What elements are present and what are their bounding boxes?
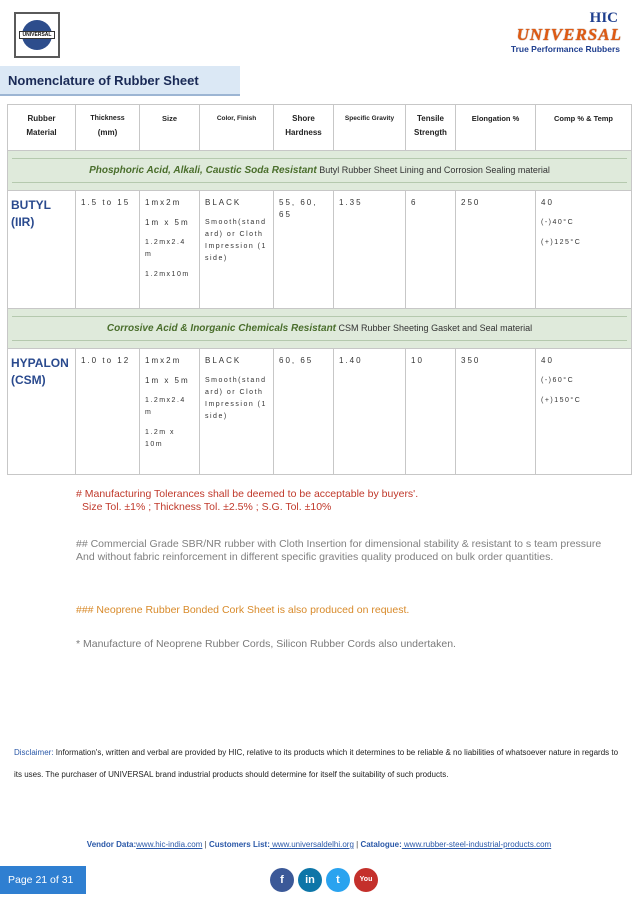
tensile-cell: 10 (406, 349, 456, 475)
tolerance-note: # Manufacturing Tolerances shall be deemed to be acceptable by buyers'. Size Tol. ±1% ; Thickness Tol. ±2.5% ; S.G. Tol. ±10% (76, 488, 419, 513)
brand-logo (492, 10, 622, 58)
banner-text: Butyl Rubber Sheet Lining and Corrosion Sealing material (316, 165, 550, 175)
header-material: Rubber Material (8, 105, 76, 151)
gravity-cell: 1.35 (334, 191, 406, 309)
banner-cell (8, 151, 632, 191)
color-cell: BLACK Smooth(standard) or Cloth Impression (1 side) (200, 191, 274, 309)
social-links (270, 868, 378, 894)
header-gravity: Specific Gravity (334, 105, 406, 151)
tensile-cell: 6 (406, 191, 456, 309)
vendor-link[interactable]: www.hic-india.com (136, 840, 203, 849)
table-row (8, 191, 632, 309)
banner-text: CSM Rubber Sheeting Gasket and Seal material (336, 323, 533, 333)
vendor-label: Vendor Data (86, 840, 134, 849)
comp-cell: 40 (-)40°C (+)125°C (536, 191, 632, 309)
material-cell: HYPALON (CSM) (8, 349, 76, 475)
table-header-row (8, 105, 632, 151)
comp-cell: 40 (-)60°C (+)150°C (536, 349, 632, 475)
shore-cell: 60, 65 (274, 349, 334, 475)
header-shore: Shore Hardness (274, 105, 334, 151)
size-cell: 1mx2m 1m x 5m 1.2mx2.4 m 1.2mx10m (140, 191, 200, 309)
brand-hic: HIC (589, 10, 618, 26)
commercial-grade-note: ## Commercial Grade SBR/NR rubber with Cloth Insertion for dimensional stability & resistant to s team pressure And without fabric reinforcement in different specific gravities quality produced on bulk order quantities. (76, 538, 602, 563)
catalogue-link[interactable]: www.rubber-steel-industrial-products.com (401, 840, 552, 849)
rubber-cords-note: * Manufacture of Neoprene Rubber Cords, Silicon Rubber Cords also undertaken. (76, 638, 456, 650)
footer-links: Vendor Data:www.hic-india.com | Customers List: www.universaldelhi.org | Catalogue: www.rubber-steel-industrial-products.com (86, 840, 552, 849)
banner-cell (8, 309, 632, 349)
brand-name: UNIVERSAL (516, 25, 622, 44)
header-thickness: Thickness (mm) (76, 105, 140, 151)
disclaimer-text: Information's, written and verbal are provided by HIC, relative to its products which it determines to be reliable & no liabilities of whatsoever nature in regards to its uses. The purchaser of UNIVERSAL brand industrial products should determine for itself the suitability of such products. (14, 748, 619, 779)
facebook-icon[interactable]: f (270, 868, 294, 892)
twitter-icon[interactable]: t (326, 868, 350, 892)
elongation-cell: 250 (456, 191, 536, 309)
universal-seal-logo (14, 12, 60, 58)
disclaimer (14, 742, 626, 786)
size-cell: 1mx2m 1m x 5m 1.2mx2.4 m 1.2m x 10m (140, 349, 200, 475)
table-row (8, 349, 632, 475)
thickness-cell: 1.0 to 12 (76, 349, 140, 475)
banner-emphasis: Phosphoric Acid, Alkali, Caustic Soda Resistant (89, 165, 317, 176)
shore-cell: 55, 60, 65 (274, 191, 334, 309)
group-banner (8, 309, 632, 349)
seal-band (19, 31, 55, 39)
catalogue-label: Catalogue (360, 840, 400, 849)
thickness-cell: 1.5 to 15 (76, 191, 140, 309)
material-cell: BUTYL (IIR) (8, 191, 76, 309)
group-banner (8, 151, 632, 191)
elongation-cell: 350 (456, 349, 536, 475)
youtube-icon[interactable]: You (354, 868, 378, 892)
banner-emphasis: Corrosive Acid & Inorganic Chemicals Resistant (106, 323, 337, 334)
seal-text: UNIVERSAL (22, 32, 52, 38)
customers-link[interactable]: www.universaldelhi.org (269, 840, 354, 849)
customers-label: Customers List (208, 840, 268, 849)
page-number: Page 21 of 31 (0, 866, 86, 894)
rubber-sheet-table (7, 104, 632, 475)
header-tensile: Tensile Strength (406, 105, 456, 151)
gravity-cell: 1.40 (334, 349, 406, 475)
brand-tagline: True Performance Rubbers (510, 44, 620, 54)
section-title: Nomenclature of Rubber Sheet (0, 66, 240, 96)
disclaimer-lead: Disclaimer: (14, 748, 54, 757)
linkedin-icon[interactable]: in (298, 868, 322, 892)
header-comp: Comp % & Temp (536, 105, 632, 151)
header-elongation: Elongation % (456, 105, 536, 151)
color-cell: BLACK Smooth(standard) or Cloth Impression (1 side) (200, 349, 274, 475)
header-size: Size (140, 105, 200, 151)
neoprene-cork-note: ### Neoprene Rubber Bonded Cork Sheet is also produced on request. (76, 604, 410, 616)
header-color: Color, Finish (200, 105, 274, 151)
